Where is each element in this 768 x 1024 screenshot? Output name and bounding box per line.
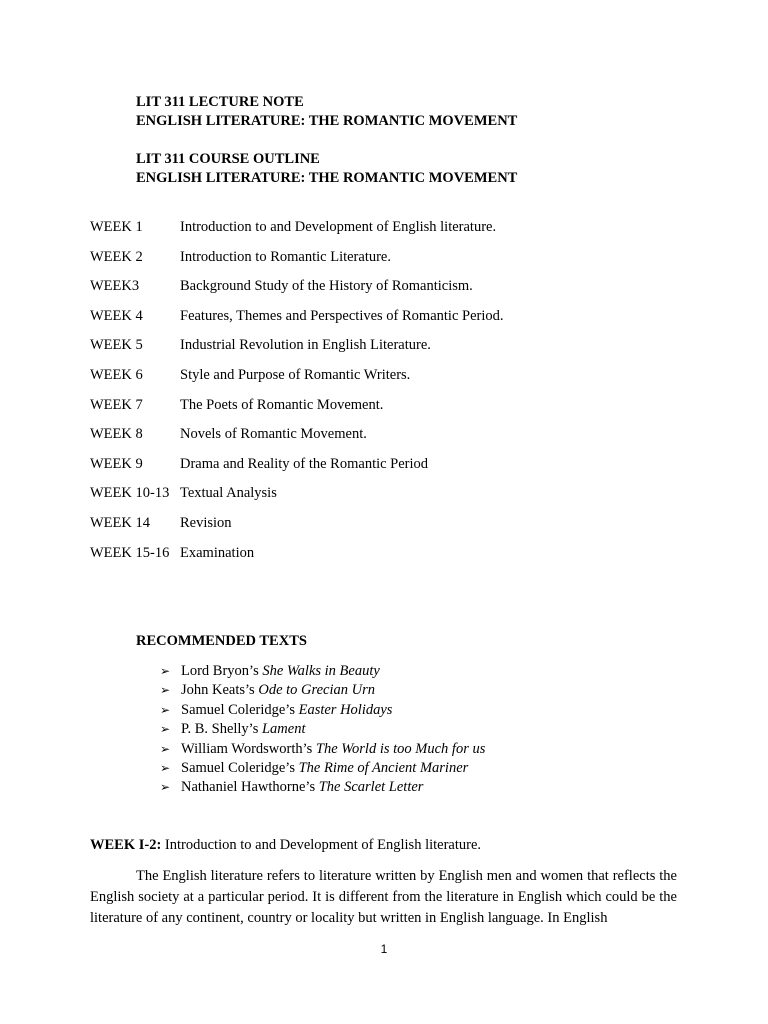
outline-row (90, 277, 504, 307)
outline-row (90, 455, 504, 485)
text-author: Lord Bryon’s (181, 663, 263, 679)
outline-row (90, 218, 504, 248)
outline-topic: Examination (180, 544, 255, 561)
outline-row (90, 366, 504, 396)
outline-topic: Features, Themes and Perspectives of Romantic Period. (180, 307, 504, 324)
outline-topic: Introduction to and Development of English literature. (180, 219, 497, 235)
outline-week: WEEK 1 (90, 219, 143, 235)
text-author: Samuel Coleridge’s (181, 759, 299, 776)
lecture-note-code: LIT 311 LECTURE NOTE (136, 94, 304, 110)
text-author: P. B. Shelly’s (181, 721, 262, 738)
course-outline-title (136, 150, 517, 188)
outline-week: WEEK 5 (90, 337, 143, 354)
outline-row (90, 307, 504, 337)
outline-row (90, 396, 504, 426)
outline-week: WEEK3 (90, 278, 140, 295)
arrow-bullet-icon: ➢ (160, 780, 171, 795)
text-author: Nathaniel Hawthorne’s (181, 779, 319, 796)
text-author: William Wordsworth’s (181, 740, 316, 757)
text-title: Easter Holidays (298, 701, 393, 718)
course-outline-table (90, 218, 504, 573)
outline-topic: Industrial Revolution in English Literature. (180, 337, 431, 354)
outline-week: WEEK 10-13 (90, 485, 170, 502)
text-title: The World is too Much for us (315, 740, 486, 757)
section-label: WEEK I-2: (90, 837, 162, 853)
lecture-note-title (136, 93, 517, 131)
outline-topic: Drama and Reality of the Romantic Period (180, 455, 429, 472)
outline-week: WEEK 15-16 (90, 544, 170, 561)
arrow-bullet-icon: ➢ (160, 760, 171, 775)
list-item (160, 681, 485, 700)
list-item (160, 720, 485, 739)
outline-row (90, 248, 504, 278)
text-title: Ode to Grecian Urn (258, 682, 375, 699)
body-paragraph: The English literature refers to literature written by English men and women that reflects the English society at a particular period. It is different from the literature in English which could be the literature of any continent, country or locality but written in English language. In English (90, 868, 677, 926)
course-outline-subject: ENGLISH LITERATURE: THE ROMANTIC MOVEMENT (136, 170, 518, 186)
outline-week: WEEK 14 (90, 514, 150, 531)
outline-topic: Style and Purpose of Romantic Writers. (180, 366, 411, 383)
arrow-bullet-icon: ➢ (160, 741, 171, 756)
section-heading (90, 837, 481, 854)
text-title: Lament (261, 721, 306, 738)
outline-topic: Introduction to Romantic Literature. (180, 248, 391, 265)
page-number: 1 (380, 942, 388, 956)
arrow-bullet-icon: ➢ (160, 683, 171, 698)
outline-topic: Background Study of the History of Romanticism. (180, 278, 473, 295)
text-author: Samuel Coleridge’s (181, 701, 299, 718)
arrow-bullet-icon: ➢ (160, 664, 171, 678)
outline-week: WEEK 2 (90, 248, 143, 265)
outline-row (90, 336, 504, 366)
text-title: The Rime of Ancient Mariner (298, 759, 469, 776)
outline-week: WEEK 7 (90, 396, 143, 413)
section-title: Introduction to and Development of English literature. (161, 837, 482, 853)
outline-row (90, 484, 504, 514)
outline-topic: The Poets of Romantic Movement. (180, 396, 384, 413)
outline-week: WEEK 8 (90, 426, 143, 443)
text-title: The Scarlet Letter (318, 779, 424, 796)
list-item (160, 778, 485, 797)
outline-topic: Novels of Romantic Movement. (180, 426, 367, 443)
outline-row (90, 425, 504, 455)
outline-topic: Revision (180, 514, 232, 531)
arrow-bullet-icon: ➢ (160, 722, 171, 737)
arrow-bullet-icon: ➢ (160, 702, 171, 717)
list-item (160, 740, 485, 759)
text-author: John Keats’s (181, 682, 259, 699)
list-item (160, 662, 485, 681)
outline-week: WEEK 9 (90, 455, 143, 472)
list-item (160, 759, 485, 778)
course-outline-code: LIT 311 COURSE OUTLINE (136, 151, 320, 167)
recommended-texts-list (160, 662, 485, 798)
outline-topic: Textual Analysis (180, 485, 277, 502)
lecture-note-subject: ENGLISH LITERATURE: THE ROMANTIC MOVEMENT (136, 113, 518, 129)
outline-row (90, 514, 504, 544)
text-title: She Walks in Beauty (262, 663, 380, 679)
recommended-texts-heading: RECOMMENDED TEXTS (136, 633, 307, 649)
outline-row (90, 544, 504, 574)
outline-week: WEEK 4 (90, 307, 143, 324)
outline-week: WEEK 6 (90, 366, 143, 383)
list-item (160, 701, 485, 720)
